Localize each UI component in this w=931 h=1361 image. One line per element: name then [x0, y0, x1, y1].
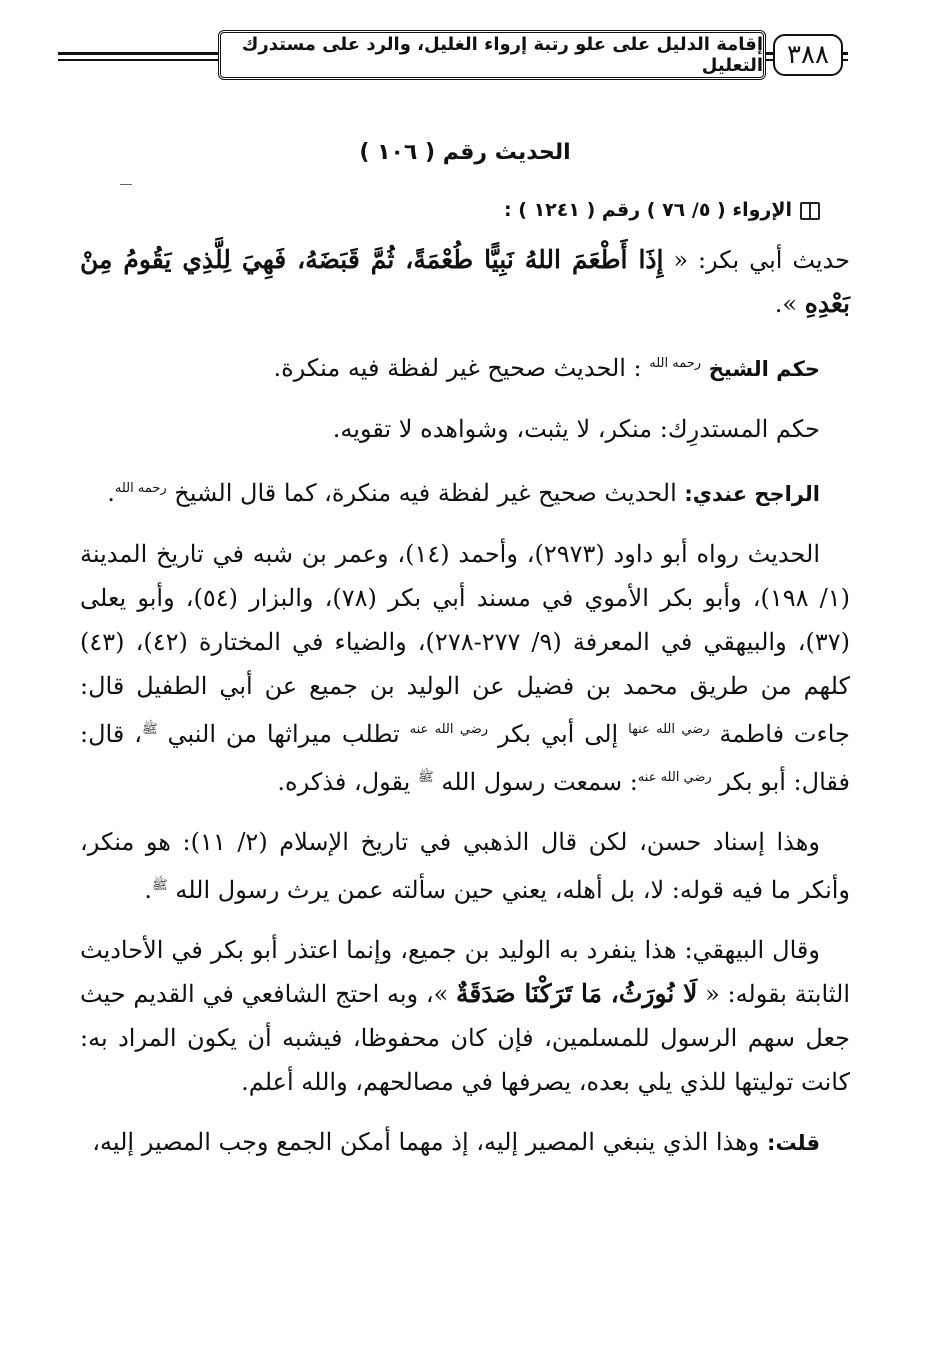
dhahabi-paragraph — [80, 820, 850, 912]
takhrij-text: تطلب ميراثها من النبي — [167, 720, 400, 748]
takhrij-text: الحديث رواه أبو داود (٢٩٧٣)، وأحمد (١٤)، وعمر بن شبه في تاريخ المدينة (١/ ١٩٨)، وأبو بكر الأموي في مسند أبي بكر (٧٨)، والبزار (٥٤)، وأبو يعلى (٣٧)، والبيهقي في المعرفة (٩/ ٢٧٧-٢٧٨)، والضياء في المختارة (٤٢)، (٤٣) كلهم من طريق محمد بن فضيل عن الوليد بن جميع عن أبي الطفيل قال: جاءت فاطمة — [80, 540, 850, 748]
page-number: ٣٨٨ — [773, 34, 843, 76]
takhrij-text: إلى أبي بكر — [497, 720, 619, 748]
page-body — [80, 130, 850, 1165]
takhrij-text: : سمعت رسول الله — [441, 768, 638, 796]
honorific-mark: رضي الله عنه — [409, 722, 489, 737]
honorific-mark: ﷺ — [141, 722, 158, 737]
hadith-text — [80, 238, 850, 326]
hadith-intro: حديث أبي بكر: « — [673, 246, 850, 274]
bayhaqi-paragraph — [80, 928, 850, 1104]
bayhaqi-text-cont: »، وبه احتج الشافعي في القديم حيث جعل سهم الرسول للمسلمين، فإن كان محفوظا، فيشبه أن يكون المراد به: كانت توليتها للذي يلي بعده، يصرفها في مصالحهم، والله أعلم. — [80, 980, 850, 1096]
author-comment-label: قلت: — [767, 1131, 820, 1155]
source-reference-text: الإرواء ( ٥/ ٧٦ ) رقم ( ١٢٤١ ) : — [504, 199, 792, 221]
ruling-rajih-label: الراجح عندي: — [684, 482, 820, 506]
ruling-shaykh — [80, 342, 850, 391]
ruling-shaykh-label: حكم الشيخ — [708, 357, 820, 381]
running-title: إقامة الدليل على علو رتبة إرواء الغليل، والرد على مستدرك التعليل — [218, 30, 766, 80]
honorific-mark: رضي الله عنها — [628, 722, 710, 737]
dhahabi-end: . — [144, 876, 152, 904]
ruling-rajih-text: الحديث صحيح غير لفظة فيه منكرة، كما قال الشيخ — [174, 479, 677, 507]
ruling-rajih — [80, 467, 850, 516]
author-comment-text: وهذا الذي ينبغي المصير إليه، إذ مهما أمكن الجمع وجب المصير إليه، — [92, 1128, 760, 1156]
honorific-mark: رحمه الله — [114, 481, 167, 496]
ruling-mustadrik: حكم المستدرِك: منكر، لا يثبت، وشواهده لا تقويه. — [332, 415, 820, 443]
ruling-shaykh-text: : الحديث صحيح غير لفظة فيه منكرة. — [273, 354, 642, 382]
bayhaqi-quote: لَا نُورَثُ، مَا تَرَكْنَا صَدَقَةٌ — [455, 979, 698, 1008]
honorific-mark: رضي الله عنه — [637, 770, 712, 785]
hadith-heading: الحديث رقم ( ١٠٦ ) — [359, 140, 571, 165]
book-icon — [800, 202, 820, 220]
honorific-mark: ﷺ — [151, 878, 168, 893]
hadith-close: ». — [774, 290, 798, 318]
author-comment — [80, 1120, 850, 1165]
takhrij-text: ، قال: فقال: أبو بكر — [80, 720, 850, 796]
bayhaqi-text: وقال البيهقي: هذا ينفرد به الوليد بن جميع، وإنما اعتذر أبو بكر في الأحاديث الثابتة بقوله: « — [80, 936, 850, 1008]
dhahabi-text: وهذا إسناد حسن، لكن قال الذهبي في تاريخ الإسلام (٢/ ١١): هو منكر، وأنكر ما فيه قوله: لا، بل أهله، يعني حين سألته عمن يرث رسول الله — [80, 828, 850, 904]
honorific-mark: ﷺ — [418, 770, 434, 785]
hadith-quote: إِذَا أَطْعَمَ اللهُ نَبِيًّا طُعْمَةً، ثُمَّ قَبَضَهُ، فَهِيَ لِلَّذِي يَقُومُ مِنْ بَعْدِهِ — [80, 245, 850, 318]
takhrij-paragraph — [80, 532, 850, 804]
ruling-rajih-end: . — [107, 479, 115, 507]
takhrij-text: يقول، فذكره. — [277, 768, 411, 796]
running-header — [58, 30, 848, 94]
source-reference — [80, 190, 850, 230]
honorific-mark: رحمه الله — [649, 356, 702, 371]
